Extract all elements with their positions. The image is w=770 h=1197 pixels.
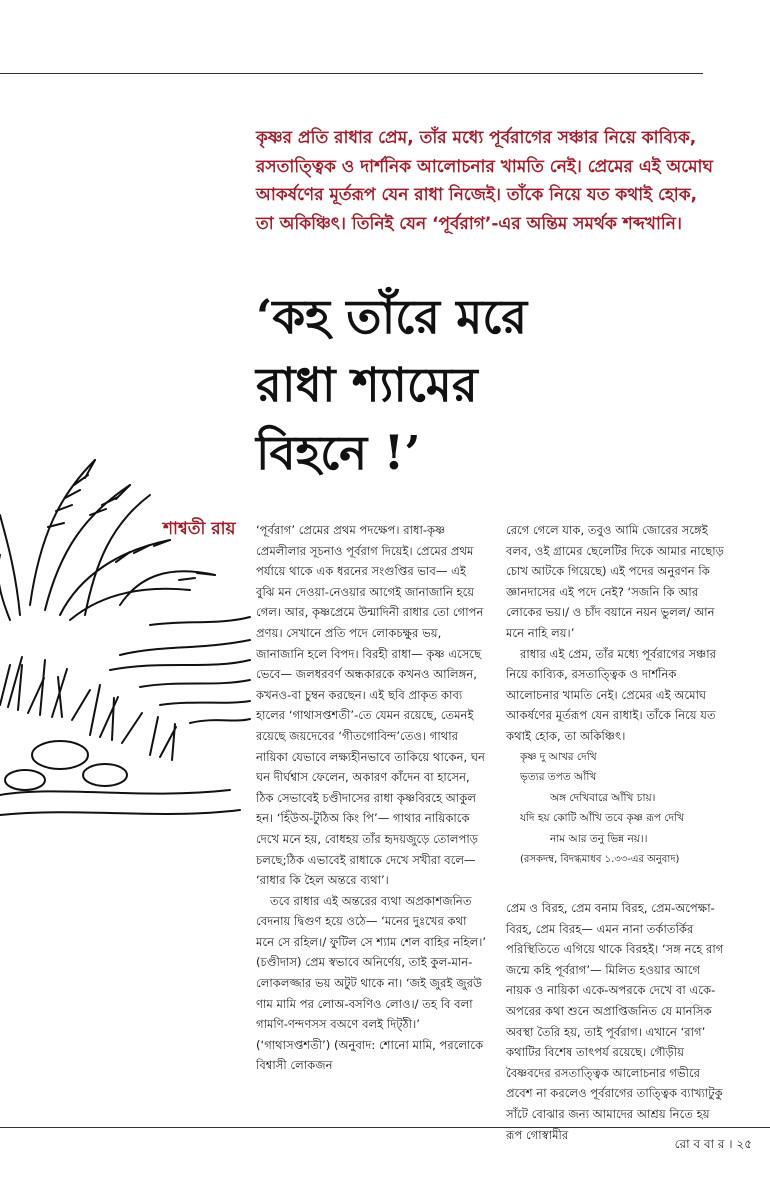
col2-paragraph-2: রাধার এই প্রেম, তাঁর মধ্যে পূর্বরাগের সঞ্চার নিয়ে কাব্যিক, রসতাত্ত্বিক ও দার্শনিক আলোচনার খামতি নেই। প্রেমের এই অমোঘ আকর্ষণের মূর্তরূপ যেন রাধাই। তাঁকে নিয়ে যত কথাই হোক, তা অকিঞ্চিৎ। [506, 646, 717, 743]
bottom-rule [0, 1127, 770, 1128]
column-gap [506, 870, 728, 898]
intro-paragraph: কৃষ্ণর প্রতি রাধার প্রেম, তাঁর মধ্যে পূর্বরাগের সঞ্চার নিয়ে কাব্যিক, রসতাত্ত্বিক ও দার্শনিক আলোচনার খামতি নেই। প্রেমের এই অমোঘ আকর্ষণের মূর্তরূপ যেন রাধা নিজেই। তাঁকে নিয়ে যত কথাই হোক, তা অকিঞ্চিৎ। তিনিই যেন ‘পূর্বরাগ’-এর অন্তিম সমর্থক শব্দখানি। [256, 128, 713, 234]
verse-line-3: অঙ্গ দেখিবারে আঁখি চায়। [550, 791, 656, 804]
headline-line-1: ‘কহ তাঁরে মরে [256, 290, 528, 345]
page-folio: রো ব বা র । ২৫ [674, 1137, 752, 1151]
riverbank-illustration [0, 455, 252, 825]
col1-paragraph-1: ‘পূর্বরাগ’ প্রেমের প্রথম পদক্ষেপ। রাধা-কৃষ্ণ প্রেমলীলার সূচনাও পূর্বরাগ দিয়েই। প্রেমের প্রথম পর্যায়ে থাকে এক ধরনের সংগুপ্তির ভাব— এই বুঝি মন দেওয়া-নেওয়ার আগেই জানাজানি হয়ে গেল। আর, কৃষ্ণপ্রেমে উন্মাদিনী রাধার তো গোপন প্রণয়। সেখানে প্রতি পদে লোকচক্ষুর ভয়, জানাজানি হলে বিপদ। বিরহী রাধা— কৃষ্ণ এসেছে ভেবে— জলধরবর্ণ অন্ধকারকে কখনও আলিঙ্গন, কখনও-বা চুম্বন করছেন। এই ছবি প্রাকৃত কাব্য হালের ‘গাথাসপ্তশতী’-তে যেমন রয়েছে, তেমনই রয়েছে জয়দেবের ‘গীতগোবিন্দ’তেও। গাথার নায়িকা যেভাবে লক্ষ্যহীনভাবে তাকিয়ে থাকেন, ঘন ঘন দীর্ঘশ্বাস ফেলেন, অকারণ কাঁদেন বা হাসেন, ঠিক সেভাবেই চণ্ডীদাসের রাধা কৃষ্ণবিরহে আকুল হন। ‘হিঁউঅ-টুঠিঅ কিং পি’— গাথার নায়িকাকে দেখে মনে হয়, বোধহয় তাঁর হৃদয়জুড়ে তোলপাড় চলছে;ঠিক এভাবেই রাধাকে দেখে সখীরা বলে— ‘রাধার কি হৈল অন্তরে ব্যথা’। [256, 523, 485, 888]
col2-paragraph-3: প্রেম ও বিরহ, প্রেম বনাম বিরহ, প্রেম-অপেক্ষা-বিরহ, প্রেম বিরহ— এমন নানা তর্কাতর্কির পরিস্থিতিতে এগিয়ে থাকে বিরহই। ‘সঙ্গ নহে রাগ জন্মে কহি পূর্বরাগ’— মিলিত হওয়ার আগে নায়ক ও নায়িকা একে-অপরকে দেখে বা একে-অপরের কথা শুনে অপ্রাপ্তিজনিত যে মানসিক অবস্থা তৈরি হয়, তাই পূর্বরাগ। এখানে ‘রাগ’ কথাটির বিশেষ তাৎপর্য রয়েছে। গৌড়ীয় বৈষ্ণবদের রসতাত্ত্বিক আলোচনার গভীরে প্রবেশ না করলেও পূর্বরাগের তাত্ত্বিক ব্যাখ্যাটুকু সাঁটে বোঝার জন্য আমাদের আশ্রয় নিতে হয় রূপ গোস্বামীর [506, 901, 724, 1142]
headline [256, 284, 726, 488]
verse-line-4: যদি হয় কোটি আঁখি তবে কৃষ্ণ রূপ দেখি [520, 812, 685, 825]
verse-line-1: কৃষ্ণ দু আখর দেখি [520, 750, 597, 763]
top-rule [0, 73, 703, 74]
headline-line-3: বিহনে !’ [256, 426, 421, 481]
verse-line-5: নাম আর তনু ভিন্ন নয়।। [550, 832, 648, 845]
headline-line-2: রাধা শ্যামের [256, 358, 478, 413]
byline: শাশ্বতী রায় [163, 519, 236, 539]
verse-citation: (রসকদম্ব, বিদগ্ধমাধব ১.৩৩-এর অনুবাদ) [520, 853, 680, 865]
column-1 [256, 520, 488, 1076]
col1-paragraph-2: তবে রাধার এই অন্তরের ব্যথা অপ্রকাশজনিত বেদনায় দ্বিগুণ হয়ে ওঠে— ‘মনের দুঃখের কথা মনে সে রহিল।/ ফুটিল সে শ্যাম শেল বাহির নহিল।’ (চণ্ডীদাস) প্রেম স্বভাবে অনির্ণেয়, তাই কুল-মান-লোকলজ্জার ভয় অটুট থাকে না। ‘জই জুরই জুরউ ণাম মামি পর লোঅ-বসণিও লোও।/ তহ বি বলা গামণি-ণন্দণসস বঅণে বলই দিট্‌ঠী।’ (‘গাথাসপ্তশতী’) (অনুবাদ: শোনো মামি, পরলোকে বিশ্বাসী লোকজন [256, 893, 487, 1073]
verse-block [506, 747, 728, 850]
col2-paragraph-1: রেগে গেলে যাক, তবুও আমি জোরের সঙ্গেই বলব, ওই গ্রামের ছেলেটির দিকে আমার নাছোড় চোখ আটকে গিয়েছে) এই পদের অনুরণন কি জ্ঞানদাসের এই পদে নেই? ‘সজনি কি আর লোকের ভয়।/ ও চাঁদ বয়ানে নয়ন ভুলল/ আন মনে নাহি লয়।’ [506, 523, 724, 640]
verse-line-2: ভৃত্যর তপত আঁখি [520, 771, 597, 784]
column-2 [506, 520, 728, 1145]
